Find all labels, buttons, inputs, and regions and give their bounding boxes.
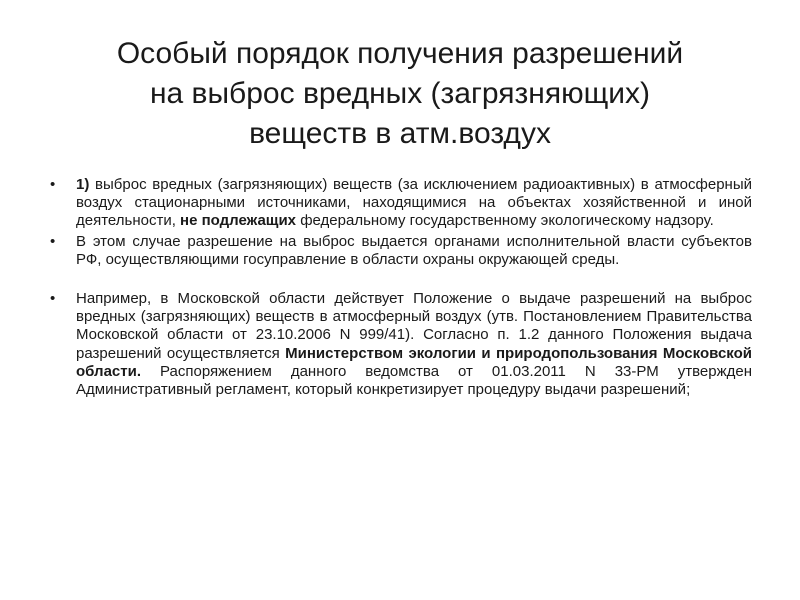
- item-text: Распоряжением данного ведомства от 01.03.2011 N 33-РМ утвержден Административный регламент, который конкретизирует процедуру выдачи разрешений;: [76, 362, 752, 399]
- bullet-list: [50, 176, 752, 399]
- item-bold-text: не подлежащих: [180, 212, 297, 230]
- title-line-2: на выброс вредных (загрязняющих): [149, 77, 651, 110]
- bullet-icon: •: [50, 290, 56, 308]
- item-text: Например, в Московской области действует Положение о выдаче разрешений на выброс вредных (загрязняющих) веществ в атмосферный воздух (утв. Постановлением Правительства Московской области от 23.10.2006 N 999/41). Согласно п. 1.2 данного Положения выдача разрешений осуществляется: [76, 290, 752, 362]
- list-item: [50, 290, 752, 399]
- item-number: 1): [76, 176, 90, 193]
- item-text: В этом случае разрешение на выброс выдается органами исполнительной власти субъектов РФ, осуществляющими госуправление в области охраны окружающей среды.: [76, 232, 752, 268]
- list-item: [50, 176, 752, 231]
- item-bold-text: Министерством экологии и природопользования Московской области.: [76, 344, 752, 380]
- item-text: выброс вредных (загрязняющих) веществ (за исключением радиоактивных) в атмосферный воздух стационарными источниками, находящимися на объектах хозяйственной и иной деятельности,: [76, 176, 752, 230]
- title-line-1: Особый порядок получения разрешений: [116, 37, 684, 70]
- item-text: федеральному государственному экологическому надзору.: [296, 212, 714, 230]
- bullet-icon: •: [50, 176, 56, 193]
- list-item: [50, 233, 752, 269]
- bullet-icon: •: [50, 232, 56, 250]
- slide-title: [40, 34, 760, 154]
- title-line-3: веществ в атм.воздух: [249, 117, 551, 150]
